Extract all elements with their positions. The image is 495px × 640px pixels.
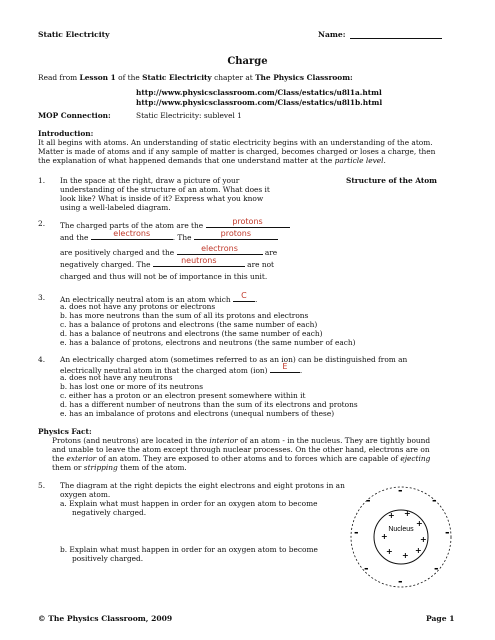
q2-text-c-post: are [262,248,278,257]
q2-answer-4: electrons [201,244,238,253]
fact-line-3-mid: of an atom. They are exposed to other atoms and to forces which are capable of [96,454,401,463]
q3-option-c: c. has a balance of protons and electrons (the same number of each) [60,320,318,329]
electron-group [354,484,450,588]
q4-option-a: a. does not have any neutrons [60,373,173,382]
q2-text-c: are positively charged and the [60,248,177,257]
read-from-lesson: Lesson 1 [79,73,116,82]
q2-answer-5: neutrons [181,256,217,265]
q1-line-3: look like? What is inside of it? Express what you know [60,194,264,203]
q2-blank-4[interactable] [177,246,263,255]
q4-answer-blank[interactable] [270,364,300,373]
q2-answer-1: protons [232,217,263,226]
electron: - [445,526,450,539]
q1-structure-label: Structure of the Atom [346,176,437,185]
q2-text-d-post: are not [244,260,275,269]
intro-line-3-em: particle level [334,156,384,165]
intro-line-3-post: . [383,156,386,165]
proton: + [416,519,423,528]
q1-line-4: using a well-labeled diagram. [60,203,171,212]
fact-line-4 [52,463,187,472]
read-from-prefix: Read from [38,73,80,82]
electron: - [354,526,359,539]
fact-line-4-post: them of the atom. [117,463,187,472]
q5-part-b-line-2: positively charged. [72,554,144,563]
q3-option-d: d. has a balance of neutrons and electrons (the same number of each) [60,329,323,338]
q3-answer-blank[interactable] [233,293,255,302]
q4-option-c: c. either has a proton or an electron present somewhere within it [60,391,306,400]
q5-part-a-line-1: a. Explain what must happen in order for an oxygen atom to become [60,499,318,508]
electron: - [432,494,437,507]
fact-line-3-em2: ejecting [400,454,431,463]
page-title: Charge [227,56,268,67]
fact-line-1 [52,436,430,445]
intro-line-1: It all begins with atoms. An understanding of static electricity begins with an understanding of the atom. [38,138,433,147]
q3-stem-text: An electrically neutral atom is an atom which [60,295,233,304]
mop-value: Static Electricity: sublevel 1 [136,111,242,120]
intro-line-2: Matter is made of atoms and if any sample of matter is charged, becomes charged or loses a charge, then [38,147,436,156]
q3-number: 3. [38,293,46,302]
fact-line-4-em: stripping [83,463,118,472]
q4-option-d: d. has a different number of neutrons than the sum of its electrons and protons [60,400,358,409]
q2-blank-3[interactable] [194,231,278,240]
q4-line-2-text: electrically neutral atom in that the charged atom (ion) [60,366,270,375]
read-from-line [38,73,353,82]
oxygen-atom-diagram [348,484,454,590]
q2-blank-2[interactable] [91,231,173,240]
q2-line-2 [60,231,278,242]
q4-option-e: e. has an imbalance of protons and electrons (unequal numbers of these) [60,409,335,418]
q2-line-5: charged and thus will not be of importance in this unit. [60,272,268,281]
q4-line-2: electrically neutral atom in that the charged atom (ion) E . [60,362,303,375]
fact-heading: Physics Fact: [38,427,92,436]
q2-blank-5[interactable] [153,258,245,267]
read-from-mid1: of the [115,73,143,82]
proton: + [386,547,393,556]
q2-line-4 [60,258,274,269]
proton: + [402,551,409,560]
read-from-mid2: chapter at [211,73,256,82]
url-link-1[interactable]: http://www.physicsclassroom.com/Class/estatics/u8l1a.html [136,88,382,97]
intro-line-3 [38,156,386,165]
q5-line-1: The diagram at the right depicts the eight electrons and eight protons in an [60,481,345,490]
q5-line-2: oxygen atom. [60,490,111,499]
q2-answer-3: protons [220,229,251,238]
electron: - [364,562,369,575]
proton-group [381,509,427,560]
q4-line-1: An electrically charged atom (sometimes referred to as an ion) can be distinguished from an [60,355,408,364]
q1-line-2: understanding of the structure of an atom. What does it [60,185,270,194]
footer-copyright: © The Physics Classroom, 2009 [38,614,173,623]
electron: - [398,575,403,588]
q3-option-b: b. has more neutrons than the sum of all its protons and electrons [60,311,309,320]
name-blank-line [350,38,442,39]
fact-line-3-em: exterior [66,454,97,463]
fact-line-1-em: interior [209,436,238,445]
q4-option-b: b. has lost one or more of its neutrons [60,382,204,391]
url-link-2[interactable]: http://www.physicsclassroom.com/Class/estatics/u8l1b.html [136,98,383,107]
proton: + [420,535,427,544]
q3-option-e: e. has a balance of protons, electrons and neutrons (the same number of each) [60,338,356,347]
q1-number: 1. [38,176,46,185]
intro-line-3-pre: the explanation of what happened demands that one understand matter at the [38,156,335,165]
q5-part-b-line-1: b. Explain what must happen in order for an oxygen atom to become [60,545,318,554]
q2-answer-2: electrons [113,229,151,238]
q2-number: 2. [38,219,46,228]
q3-answer: C [241,291,247,300]
fact-line-4-pre: them or [52,463,84,472]
fact-line-1-pre: Protons (and neutrons) are located in the [52,436,210,445]
q5-part-a-line-2: negatively charged. [72,508,147,517]
fact-line-3 [52,454,430,463]
q2-text-a: The charged parts of the atom are the [60,221,206,230]
q3-option-a: a. does not have any protons or electrons [60,302,216,311]
q4-answer: E [282,362,288,371]
proton: + [388,511,395,520]
intro-heading: Introduction: [38,129,94,138]
header-subject: Static Electricity [38,30,110,39]
q1-line-1: In the space at the right, draw a picture of your [60,176,240,185]
read-from-site: The Physics Classroom: [255,73,353,82]
header-name-label: Name: [318,30,346,39]
nucleus-label: Nucleus [388,526,414,533]
q2-text-d: negatively charged. The [60,260,153,269]
read-from-chapter: Static Electricity [142,73,212,82]
fact-line-2: and unable to leave the atom except through nuclear processes. On the other hand, electrons are on [52,445,430,454]
q5-number: 5. [38,481,46,490]
proton: + [381,532,388,541]
proton: + [404,509,411,518]
electron: - [398,484,403,497]
footer-page-number: Page 1 [426,614,455,623]
fact-line-1-post: of an atom - in the nucleus. They are tightly bound [237,436,431,445]
fact-line-3-pre: the [52,454,67,463]
q2-text-b-mid: . The [172,233,194,242]
proton: + [415,546,422,555]
electron: - [434,562,439,575]
q3-stem: An electrically neutral atom is an atom which C . [60,291,258,304]
q2-text-b: and the [60,233,91,242]
mop-label: MOP Connection: [38,111,111,120]
q2-blank-1[interactable] [206,219,290,228]
q4-number: 4. [38,355,46,364]
electron: - [366,494,371,507]
